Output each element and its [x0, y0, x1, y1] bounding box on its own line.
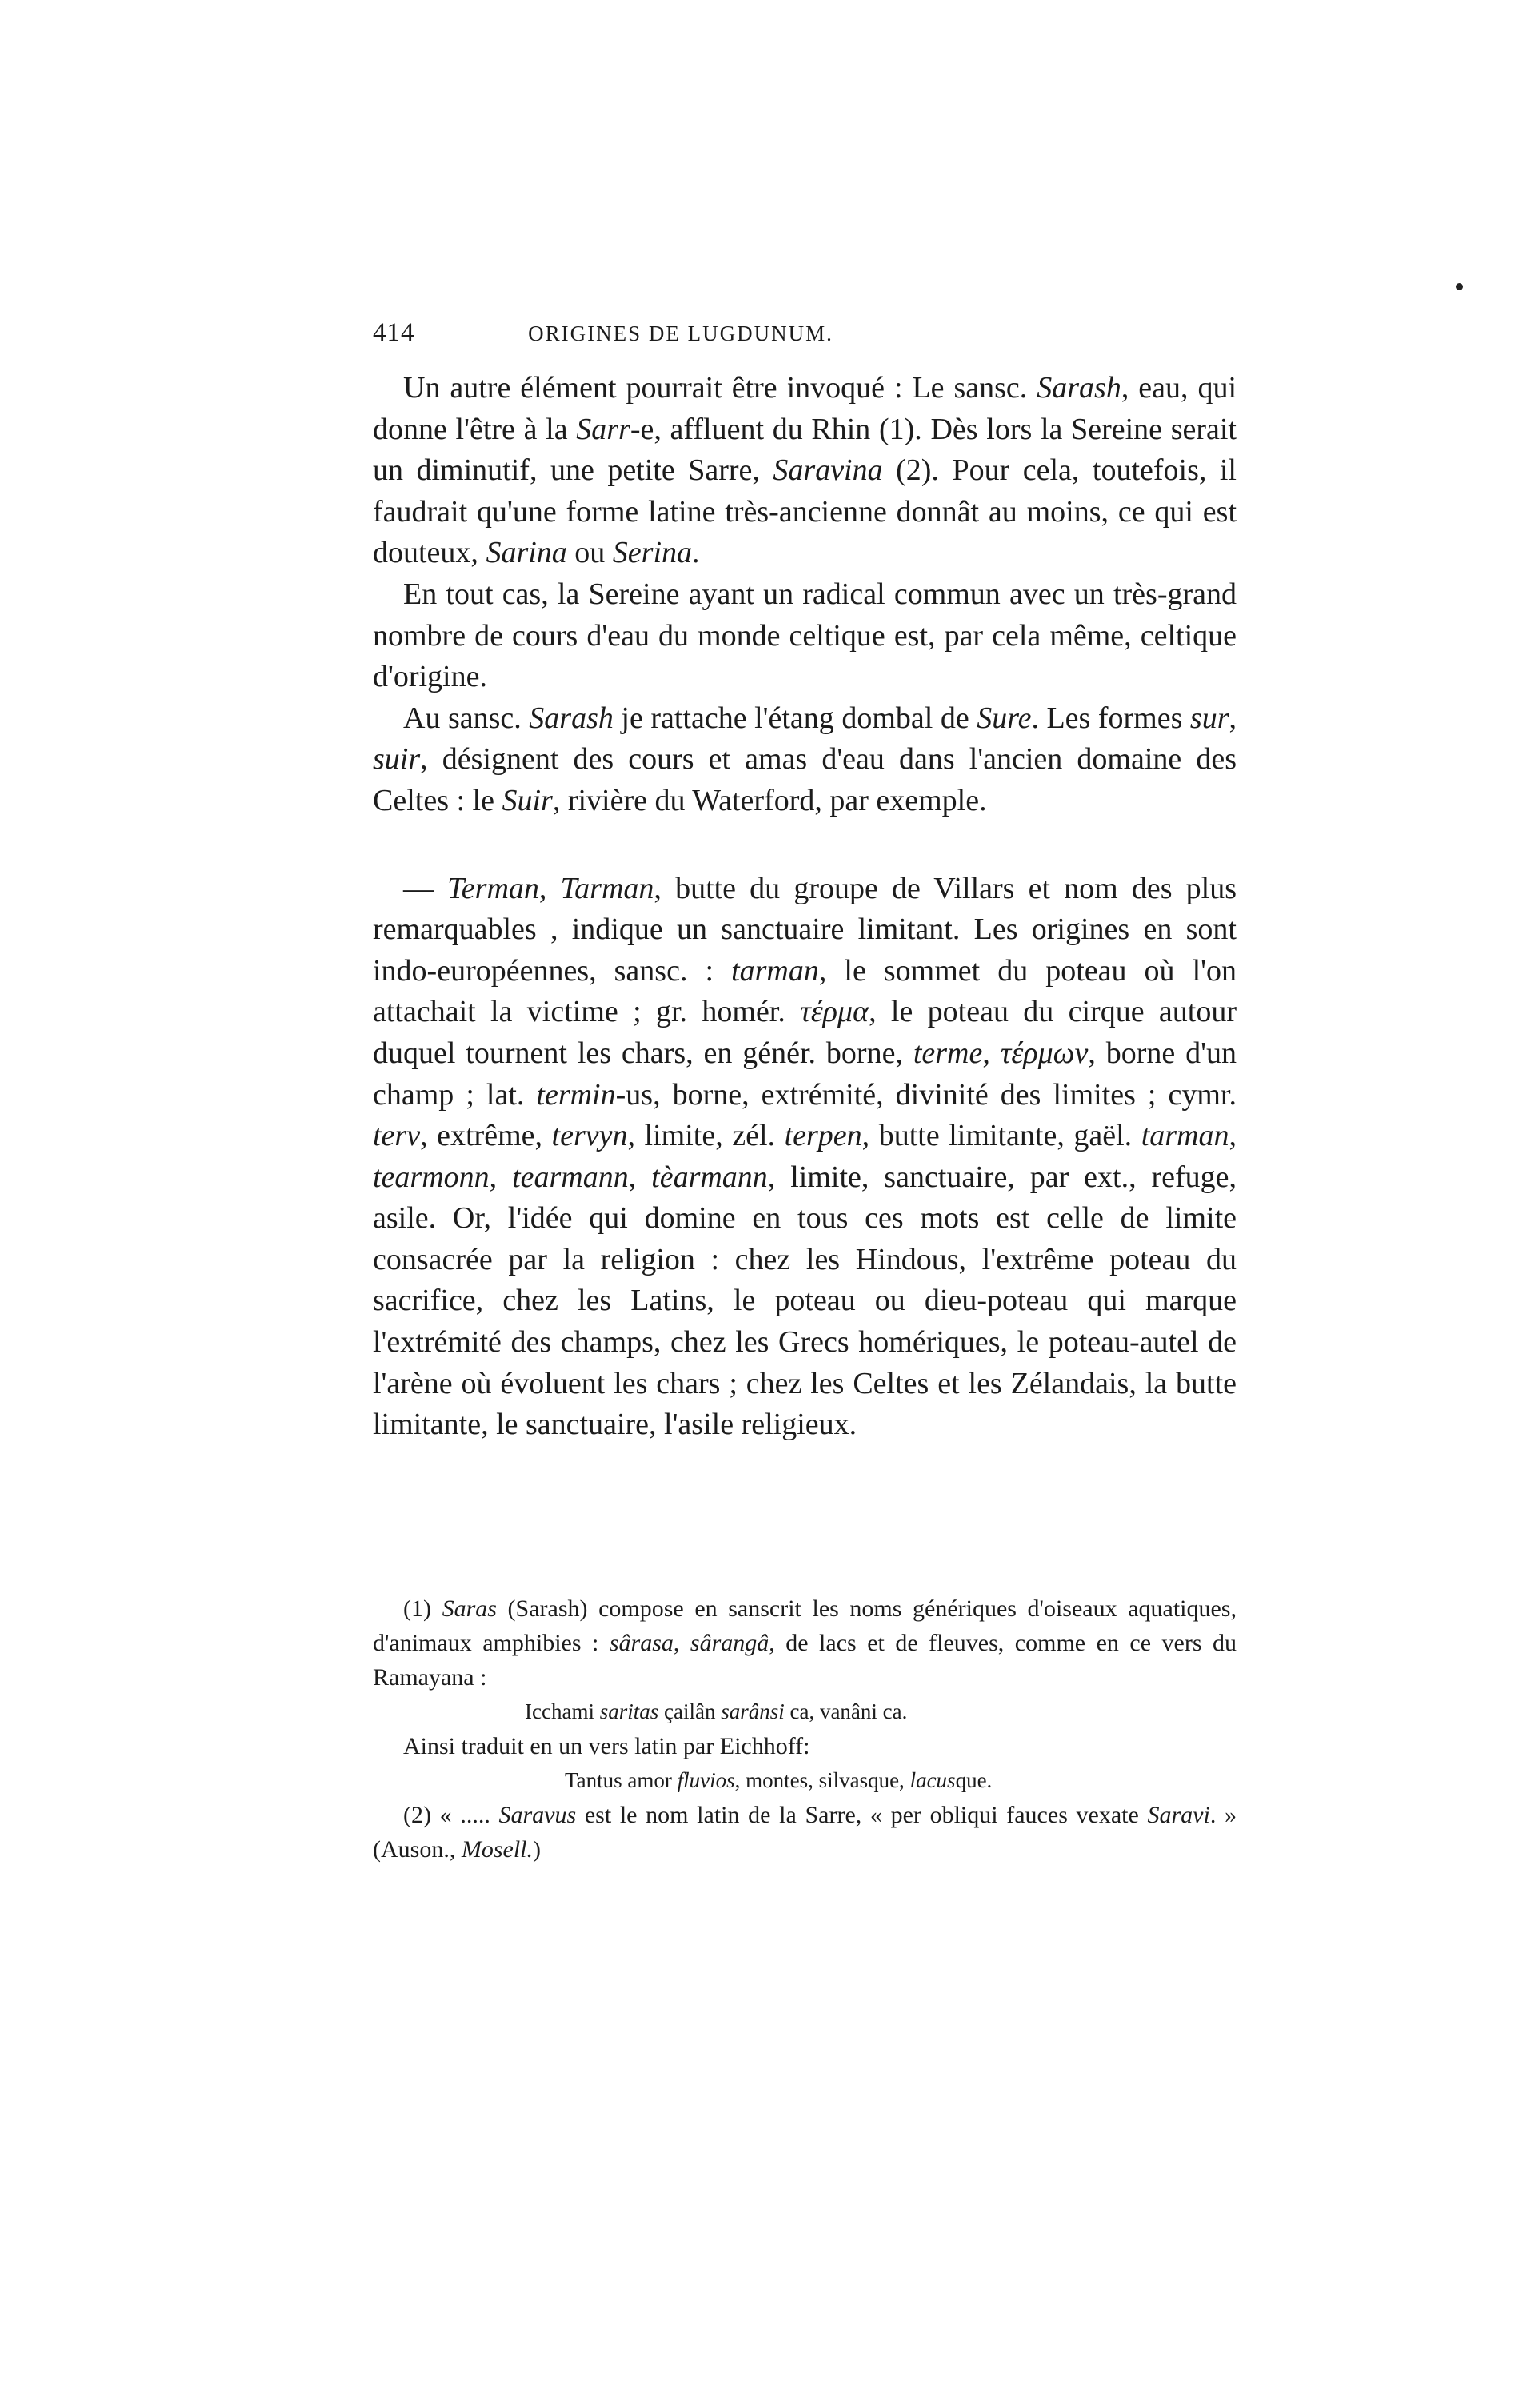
paragraph-sure: Au sansc. Sarash je rattache l'étang dombal de Sure. Les formes sur, suir, désignent des cours et amas d'eau dans l'ancien domaine des Celtes : le Suir, rivière du Waterford, par exemple.: [373, 701, 1237, 817]
footnote-1-continued: Ainsi traduit en un vers latin par Eichhoff:: [403, 1733, 810, 1759]
page-header: [373, 318, 989, 353]
ink-speck: [1456, 283, 1463, 290]
latin-verse: Tantus amor fluvios, montes, silvasque, lacusque.: [565, 1768, 993, 1792]
footnote-1: (1) Saras (Sarash) compose en sanscrit les noms génériques d'oiseaux aquatiques, d'animaux amphibies : sârasa, sârangâ, de lacs et de fleuves, comme en ce vers du Ramayana :: [373, 1595, 1237, 1691]
sanskrit-verse: Icchami saritas çailân sarânsi ca, vanâni ca.: [525, 1699, 908, 1723]
main-text: [373, 368, 1237, 1446]
paragraph-terman: — Terman, Tarman, butte du groupe de Villars et nom des plus remarquables , indique un sanctuaire limitant. Les origines en sont indo-européennes, sansc. : tarman, le sommet du poteau où l'on attachait la victime ; gr. homér. τέρμα, le poteau du cirque autour duquel tournent les chars, en génér. borne, terme, τέρμων, borne d'un champ ; lat. termin-us, borne, extrémité, divinité des limites ; cymr. terv, extrême, tervyn, limite, zél. terpen, butte limitante, gaël. tarman, tearmonn, tearmann, tèarmann, limite, sanctuaire, par ext., refuge, asile. Or, l'idée qui domine en tous ces mots est celle de limite consacrée par la religion : chez les Hindous, l'extrême poteau du sacrifice, chez les Latins, le poteau ou dieu-poteau qui marque l'extrémité des champs, chez les Grecs homériques, le poteau-autel de l'arène où évoluent les chars ; chez les Celtes et les Zélandais, la butte limitante, le sanctuaire, l'asile religieux.: [373, 871, 1237, 1442]
paragraph-sereine: En tout cas, la Sereine ayant un radical commun avec un très-grand nombre de cours d'eau du monde celtique est, par cela même, celtique d'origine.: [373, 577, 1237, 694]
running-title: ORIGINES DE LUGDUNUM.: [528, 321, 833, 345]
paragraph-sarash: Un autre élément pourrait être invoqué : Le sansc. Sarash, eau, qui donne l'être à la Sarr-e, affluent du Rhin (1). Dès lors la Sereine serait un diminutif, une petite Sarre, Saravina (2). Pour cela, toutefois, il faudrait qu'une forme latine très-ancienne donnât au moins, ce qui est douteux, Sarina ou Serina.: [373, 371, 1237, 570]
footnote-2: (2) « ..... Saravus est le nom latin de la Sarre, « per obliqui fauces vexate Saravi. » (Auson., Mosell.): [373, 1802, 1237, 1863]
page-number: 414: [373, 318, 415, 347]
footnotes: [373, 1591, 1237, 1867]
